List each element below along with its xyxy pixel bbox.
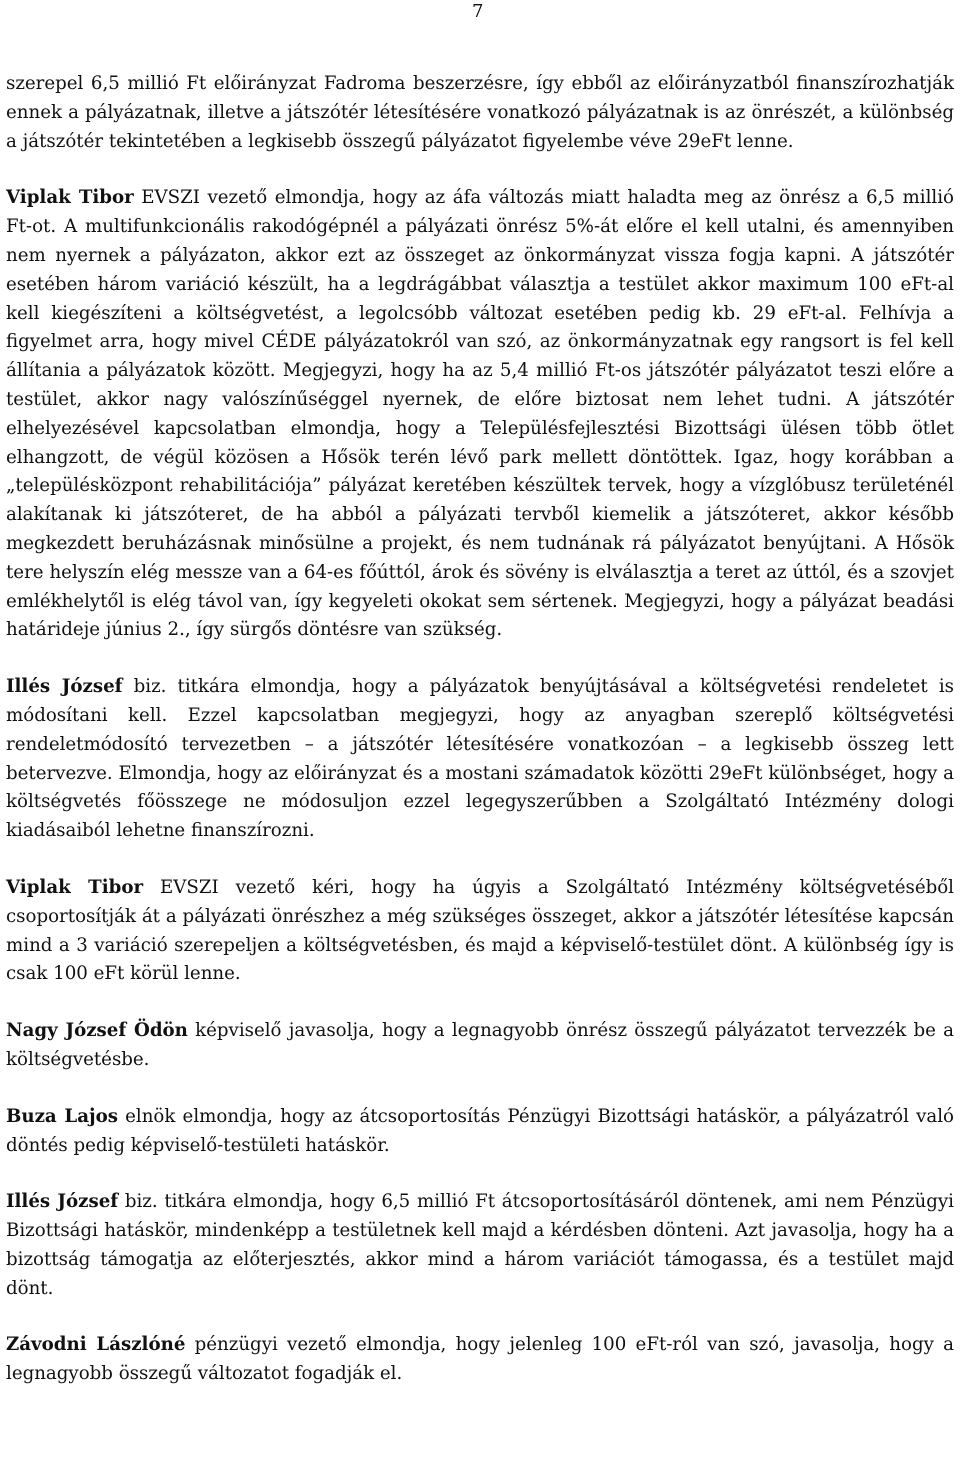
paragraph-illes-jozsef — [6, 673, 954, 846]
paragraph-viplak-tibor — [6, 184, 954, 645]
paragraph-text: elnök elmondja, hogy az átcsoportosítás Pénzügyi Bizottsági hatáskör, a pályázatról való döntés pedig képviselő-testületi hatáskör. — [6, 1105, 954, 1156]
speaker-name: Závodni Lászlóné — [6, 1334, 186, 1356]
paragraph-viplak-tibor-2 — [6, 874, 954, 989]
paragraph-text: képviselő javasolja, hogy a legnagyobb önrész összegű pályázatot tervezzék be a költségvetésbe. — [6, 1020, 954, 1070]
paragraph-text: EVSZI vezető kéri, hogy ha úgyis a Szolgáltató Intézmény költségvetéséből csoportosítják át a pályázati önrészhez a még szükséges összeget, akkor a játszótér létesítése kapcsán mind a 3 variáció szerepeljen a költségvetésben, és majd a képviselő-testület dönt. A különbség így is csak 100 eFt körül lenne. — [6, 876, 954, 985]
paragraph-text: EVSZI vezető elmondja, hogy az áfa változás miatt haladta meg az önrész a 6,5 millió Ft-ot. A multifunkcionális rakodógépnél a pályázati önrész 5%-át előre el kell utalni, és amennyiben nem nyernek a pályázaton, akkor ezt az összeget az önkormányzat vissza fogja kapni. A játszótér esetében három variáció készült, ha a legdrágábbat választja a testület akkor maximum 100 eFt-al kell kiegészíteni a költségvetést, a legolcsóbb változat esetében pedig kb. 29 eFt-al. Felhívja a figyelmet arra, hogy mivel CÉDE pályázatokról van szó, az önkormányzatnak egy rangsort is fel kell állítania a pályázatok között. Megjegyzi, hogy ha az 5,4 millió Ft-os játszótér pályázatot teszi előre a testület, akkor nagy valószínűséggel nyernek, de előre biztosat nem lehet tudni. A játszótér elhelyezésével kapcsolatban elmondja, hogy a Településfejlesztési Bizottsági ülésen több ötlet elhangzott, de végül közösen a Hősök terén lévő park mellett döntöttek. Igaz, hogy korábban a „településközpont rehabilitációja” pályázat keretében készültek tervek, hogy a vízglóbusz területénél alakítanak ki játszóteret, de ha abból a pályázati tervből kiemelik a játszóteret, akkor később megkezdett beruházásnak minősülne a projekt, és nem tudnának rá pályázatot benyújtani. A Hősök tere helyszín elég messze van a 64-es főúttól, árok és sövény is elválasztja a teret az úttól, és a szovjet emlékhelytől is elég távol van, így kegyeleti okokat sem sértenek. Megjegyzi, hogy a pályázat beadási határideje június 2., így sürgős döntésre van szükség. — [6, 187, 954, 641]
paragraph-illes-jozsef-2 — [6, 1188, 954, 1303]
paragraph-continuation — [6, 70, 954, 156]
speaker-name: Viplak Tibor — [6, 187, 134, 209]
speaker-name: Viplak Tibor — [6, 876, 144, 898]
paragraph-text: szerepel 6,5 millió Ft előirányzat Fadroma beszerzésre, így ebből az előirányzatból finanszírozhatják ennek a pályázatnak, illetve a játszótér létesítésére vonatkozó pályázatnak is az önrészét, a különbség a játszótér tekintetében a legkisebb összegű pályázatot figyelembe véve 29eFt lenne. — [6, 73, 954, 152]
paragraph-text: biz. titkára elmondja, hogy 6,5 millió Ft átcsoportosításáról döntenek, ami nem Pénzügyi Bizottsági hatáskör, mindenképp a testületnek kell majd a kérdésben dönteni. Azt javasolja, hogy ha a bizottság támogatja az előterjesztés, akkor mind a három variációt támogassa, és a testület majd dönt. — [6, 1191, 954, 1299]
speaker-name: Illés József — [6, 1191, 119, 1213]
document-body — [6, 70, 954, 1389]
speaker-name: Illés József — [6, 676, 123, 698]
speaker-name: Nagy József Ödön — [6, 1020, 188, 1042]
paragraph-buza-lajos — [6, 1103, 954, 1161]
paragraph-text: pénzügyi vezető elmondja, hogy jelenleg 100 eFt-ról van szó, javasolja, hogy a legnagyobb összegű változatot fogadják el. — [6, 1334, 954, 1385]
paragraph-text: biz. titkára elmondja, hogy a pályázatok benyújtásával a költségvetési rendeletet is módosítani kell. Ezzel kapcsolatban megjegyzi, hogy az anyagban szereplő költségvetési rendeletmódosító tervezetben – a játszótér létesítésére vonatkozóan – a legkisebb összeg lett betervezve. Elmondja, hogy az előirányzat és a mostani számadatok közötti 29eFt különbséget, hogy a költségvetés főösszege ne módosuljon ezzel legegyszerűbben a Szolgáltató Intézmény dologi kiadásaiból lehetne finanszírozni. — [6, 676, 954, 842]
paragraph-nagy-jozsef-odon — [6, 1017, 954, 1075]
page-number: 7 — [472, 1, 484, 22]
paragraph-zavodni-laszlone — [6, 1331, 954, 1389]
speaker-name: Buza Lajos — [6, 1105, 118, 1127]
